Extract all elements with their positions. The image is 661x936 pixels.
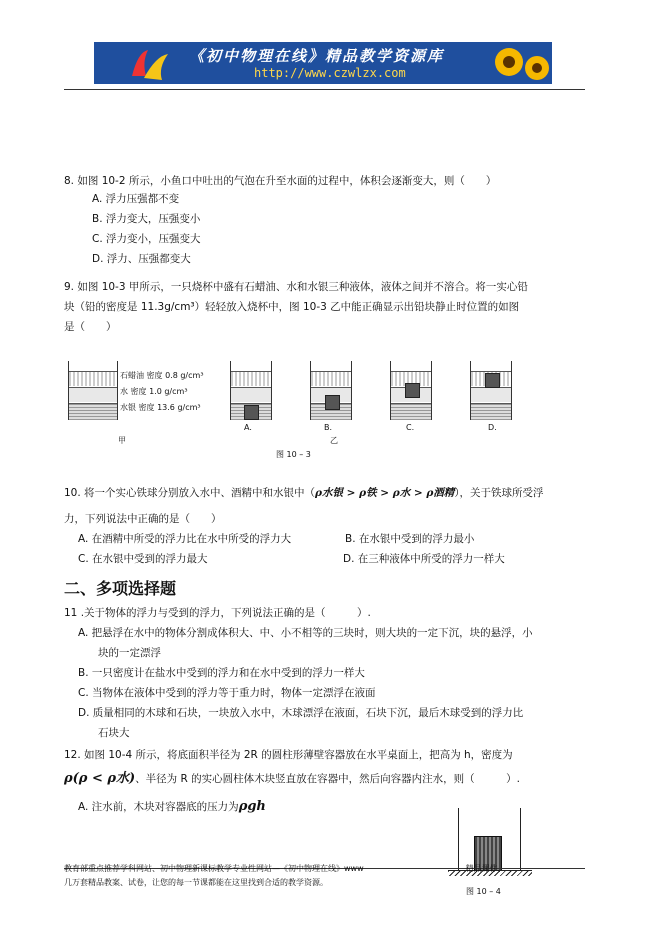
- q8-option-c: C. 浮力变小，压强变大: [92, 233, 201, 245]
- q8-option-b: B. 浮力变大，压强变小: [92, 213, 201, 225]
- section-title: 二、多项选择题: [64, 579, 177, 598]
- label-mercury: 水银 密度 13.6 g/cm³: [120, 403, 201, 412]
- lead-block-a: [244, 405, 259, 420]
- figure-10-3: [64, 355, 524, 461]
- q11-option-a: A. 把悬浮在水中的物体分割成体积大、中、小不相等的三块时，则大块的一定下沉，块的悬浮，小: [78, 627, 533, 639]
- figure-10-4-caption: 图 10 – 4: [466, 887, 501, 896]
- q11-option-c: C. 当物体在液体中受到的浮力等于重力时，物体一定漂浮在液面: [78, 687, 376, 699]
- q10-option-c: C. 在水银中受到的浮力最大: [78, 553, 208, 565]
- logo-icon: [124, 46, 174, 82]
- q12-rho: ρ(ρ < ρ水): [64, 771, 136, 786]
- figure-10-4: [440, 800, 540, 898]
- lead-block-d: [485, 373, 500, 388]
- footer-line1: [64, 862, 506, 875]
- footer-line1-b: 精品课件、: [465, 864, 506, 873]
- q11-option-d-cont: 石块大: [98, 727, 130, 739]
- q11-option-b: B. 一只密度计在盐水中受到的浮力和在水中受到的浮力一样大: [78, 667, 365, 679]
- footer-line1-a: 教育部重点推荐学科网站、初中物理新课标教学专业性网站—《初中物理在线》www: [64, 864, 364, 873]
- q12-line1: 12. 如图 10-4 所示，将底面积半径为 2R 的圆柱形薄壁容器放在水平桌面上，把高为 h，密度为: [64, 749, 513, 761]
- label-yi: 乙: [330, 436, 338, 445]
- q12-formula: ρgh: [238, 799, 266, 814]
- q10-line1: [64, 486, 544, 500]
- q12-line2: [64, 772, 520, 786]
- q12-option-a: [78, 800, 266, 814]
- header-banner: [94, 42, 552, 84]
- q12-option-a-text: A. 注水前，木块对容器底的压力为: [78, 801, 239, 813]
- beaker-d: [470, 361, 512, 420]
- sunflower-icon: [489, 42, 552, 84]
- header-rule: [64, 89, 585, 90]
- beaker-c: [390, 361, 432, 420]
- beaker-jia: [68, 361, 118, 420]
- banner-title: 《初中物理在线》精品教学资源库: [189, 47, 445, 65]
- lead-block-b: [325, 395, 340, 410]
- beaker-a: [230, 361, 272, 420]
- q9-line3: 是（ ）: [64, 321, 117, 333]
- q9-line2: 块（铅的密度是 11.3g/cm³）轻轻放入烧杯中，图 10-3 乙中能正确显示出铅块静止时位置的如图: [64, 301, 520, 313]
- q10-line1-a: 10. 将一个实心铁球分别放入水中、酒精中和水银中（: [64, 487, 316, 499]
- q11-option-d: D. 质量相同的木球和石块，一块放入水中，木球漂浮在液面，石块下沉，最后木球受到的浮力比: [78, 707, 524, 719]
- label-paraffin: 石蜡油 密度 0.8 g/cm³: [120, 371, 204, 380]
- q8-option-a: A. 浮力压强都不变: [92, 193, 180, 205]
- option-d-label: D.: [488, 423, 497, 432]
- q8-option-d: D. 浮力、压强都变大: [92, 253, 191, 265]
- q11-stem: 11 .关于物体的浮力与受到的浮力，下列说法正确的是（ ）.: [64, 607, 371, 619]
- q10-option-a: A. 在酒精中所受的浮力比在水中所受的浮力大: [78, 533, 292, 545]
- q12-line2-text: 、半径为 R 的实心圆柱体木块竖直放在容器中，然后向容器内注水，则（ ）.: [135, 773, 520, 785]
- option-c-label: C.: [406, 423, 415, 432]
- q11-option-a-cont: 块的一定漂浮: [98, 647, 161, 659]
- option-a-label: A.: [244, 423, 252, 432]
- q10-line1-b: ），关于铁球所受浮: [454, 487, 544, 499]
- option-b-label: B.: [324, 423, 333, 432]
- label-jia: 甲: [118, 436, 126, 445]
- q9-line1: 9. 如图 10-3 甲所示，一只烧杯中盛有石蜡油、水和水银三种液体，液体之间并不溶合。将一实心铅: [64, 281, 528, 293]
- beaker-b: [310, 361, 352, 420]
- label-water: 水 密度 1.0 g/cm³: [120, 387, 188, 396]
- q10-density-relation: ρ水银 > ρ铁 > ρ水 > ρ酒精: [315, 487, 455, 499]
- banner-url[interactable]: http://www.czwlzx.com: [254, 66, 406, 80]
- figure-10-3-caption: 图 10 – 3: [276, 450, 311, 459]
- q10-option-b: B. 在水银中受到的浮力最小: [345, 533, 475, 545]
- footer-line2: 几万套精品教案、试卷，让您的每一节课都能在这里找到合适的教学资源。: [64, 878, 328, 887]
- q8-stem: 8. 如图 10-2 所示，小鱼口中吐出的气泡在升至水面的过程中，体积会逐渐变大，则（ ）: [64, 175, 497, 187]
- q10-option-d: D. 在三种液体中所受的浮力一样大: [343, 553, 505, 565]
- lead-block-c: [405, 383, 420, 398]
- q10-line2: 力，下列说法中正确的是（ ）: [64, 513, 222, 525]
